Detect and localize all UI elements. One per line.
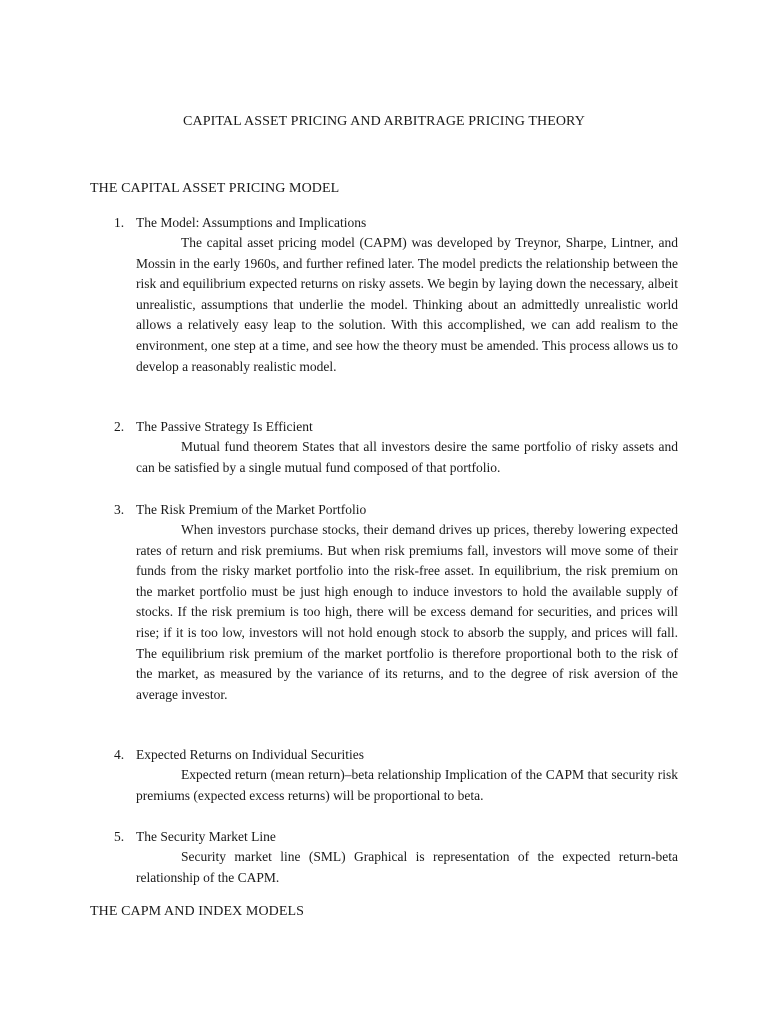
list-item-body: Expected return (mean return)–beta relationship Implication of the CAPM that security risk premiums (expected excess returns) will be proportional to beta. bbox=[136, 767, 678, 803]
section-heading-capm: THE CAPITAL ASSET PRICING MODEL bbox=[90, 181, 340, 196]
document-title: CAPITAL ASSET PRICING AND ARBITRAGE PRICING THEORY bbox=[183, 114, 585, 129]
list-item-body: Mutual fund theorem States that all investors desire the same portfolio of risky assets and can be satisfied by a single mutual fund composed of that portfolio. bbox=[136, 439, 678, 475]
list-item-heading bbox=[90, 827, 678, 847]
list-item-number: 5. bbox=[114, 829, 125, 844]
list-item-body: The capital asset pricing model (CAPM) was developed by Treynor, Sharpe, Lintner, and Mossin in the early 1960s, and further refined later. The model predicts the relationship between the risk and equilibrium expected returns on risky assets. We begin by laying down the necessary, albeit unrealistic, assumptions that underlie the model. Thinking about an admittedly unrealistic world allows a relatively easy leap to the solution. With this accomplished, we can add realism to the environment, one step at a time, and see how the theory must be amended. This process allows us to develop a reasonably realistic model. bbox=[136, 235, 678, 374]
list-item-title: The Model: Assumptions and Implications bbox=[136, 215, 367, 230]
list-item bbox=[90, 417, 678, 478]
list-item-title: Expected Returns on Individual Securities bbox=[136, 747, 364, 762]
list-item-heading bbox=[90, 500, 678, 520]
list-item-title: The Security Market Line bbox=[136, 829, 276, 844]
list-item bbox=[90, 745, 678, 806]
list-item-number: 1. bbox=[114, 215, 125, 230]
list-item bbox=[90, 213, 678, 377]
list-item-number: 4. bbox=[114, 747, 125, 762]
list-item-body: Security market line (SML) Graphical is representation of the expected return-beta relationship of the CAPM. bbox=[136, 849, 678, 885]
list-item-heading bbox=[90, 213, 678, 233]
list-item-number: 3. bbox=[114, 502, 125, 517]
list-item-number: 2. bbox=[114, 419, 125, 434]
section-heading-capm-index-models: THE CAPM AND INDEX MODELS bbox=[90, 904, 305, 919]
list-item-title: The Risk Premium of the Market Portfolio bbox=[136, 502, 367, 517]
list-item-title: The Passive Strategy Is Efficient bbox=[136, 419, 313, 434]
list-item-heading bbox=[90, 745, 678, 765]
list-item bbox=[90, 827, 678, 888]
list-item-body: When investors purchase stocks, their demand drives up prices, thereby lowering expected rates of return and risk premiums. But when risk premiums fall, investors will move some of their funds from the risky market portfolio into the risk-free asset. In equilibrium, the risk premium on the market portfolio must be just high enough to induce investors to hold the available supply of stocks. If the risk premium is too high, there will be excess demand for securities, and prices will rise; if it is too low, investors will not hold enough stock to absorb the supply, and prices will fall. The equilibrium risk premium of the market portfolio is therefore proportional both to the risk of the market, as measured by the variance of its returns, and to the degree of risk aversion of the average investor. bbox=[136, 522, 678, 702]
list-item bbox=[90, 500, 678, 705]
list-item-heading bbox=[90, 417, 678, 437]
